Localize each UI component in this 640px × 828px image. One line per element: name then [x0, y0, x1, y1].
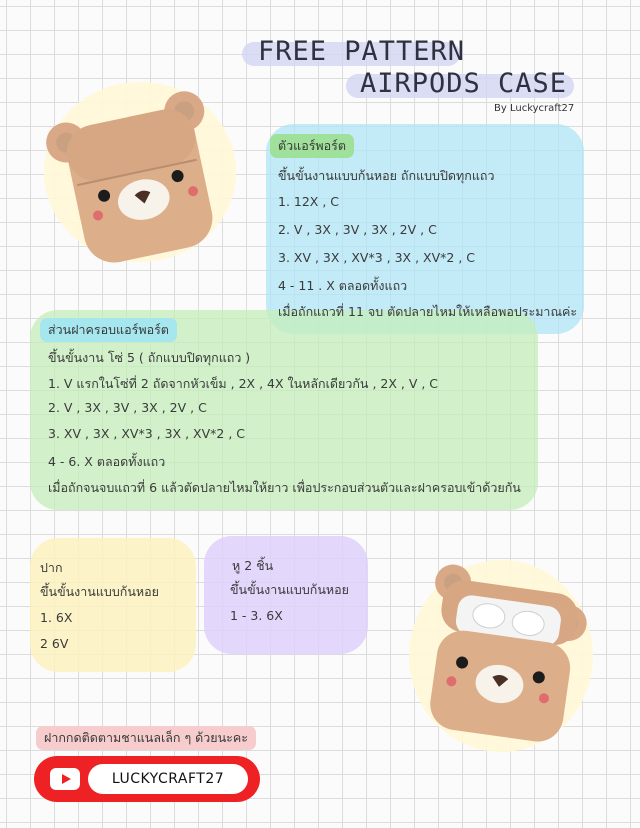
lid-line-3: 3. XV , 3X , XV*3 , 3X , XV*2 , C [48, 426, 246, 441]
lid-line-2: 2. V , 3X , 3V , 3X , 2V , C [48, 400, 207, 415]
mouth-line-0: ขึ้นขั้นงานแบบก้นหอย [40, 584, 159, 599]
body-line-3: 3. XV , 3X , XV*3 , 3X , XV*2 , C [278, 250, 476, 265]
subscribe-note: ฝากกดติดตามชาแนลเล็ก ๆ ด้วยนะคะ [36, 726, 256, 750]
body-line-4: 4 - 11 . X ตลอดทั้งแถว [278, 278, 408, 293]
byline: By Luckycraft27 [494, 103, 575, 114]
body-line-5: เมื่อถักแถวที่ 11 จบ ตัดปลายไหมให้เหลือพอประมาณค่ะ [278, 304, 578, 319]
lid-section-label: ส่วนฝาครอบแอร์พอร์ต [40, 318, 177, 342]
bear-case-closed-photo [40, 72, 240, 272]
mouth-line-1: 1. 6X [40, 610, 73, 625]
body-line-1: 1. 12X , C [278, 194, 340, 209]
body-line-2: 2. V , 3X , 3V , 3X , 2V , C [278, 222, 437, 237]
page-title-line-1: FREE PATTERN [258, 36, 466, 67]
mouth-title: ปาก [40, 560, 63, 575]
body-line-0: ขึ้นขั้นงานแบบก้นหอย ถักแบบปิดทุกแถว [278, 168, 495, 183]
ear-title: หู 2 ชิ้น [232, 558, 274, 573]
lid-line-4: 4 - 6. X ตลอดทั้งแถว [48, 454, 166, 469]
body-section-label: ตัวแอร์พอร์ต [270, 134, 354, 158]
ear-line-0: ขึ้นขั้นงานแบบก้นหอย [230, 582, 349, 597]
youtube-icon [50, 768, 80, 790]
youtube-channel-name[interactable]: LUCKYCRAFT27 [88, 764, 248, 794]
mouth-line-2: 2 6V [40, 636, 69, 651]
ear-line-1: 1 - 3. 6X [230, 608, 283, 623]
lid-line-1: 1. V แรกในโซ่ที่ 2 ถัดจากหัวเข็ม , 2X , 4X ในหลักเดียวกัน , 2X , V , C [48, 376, 439, 391]
lid-line-5: เมื่อถักจนจบแถวที่ 6 แล้วตัดปลายไหมให้ยาว เพื่อประกอบส่วนตัวและฝาครอบเข้าด้วยกัน [48, 480, 521, 495]
bear-case-open-photo [406, 556, 596, 756]
lid-line-0: ขึ้นขั้นงาน โซ่ 5 ( ถักแบบปิดทุกแถว ) [48, 350, 251, 365]
page-title-line-2: AIRPODS CASE [360, 68, 568, 99]
